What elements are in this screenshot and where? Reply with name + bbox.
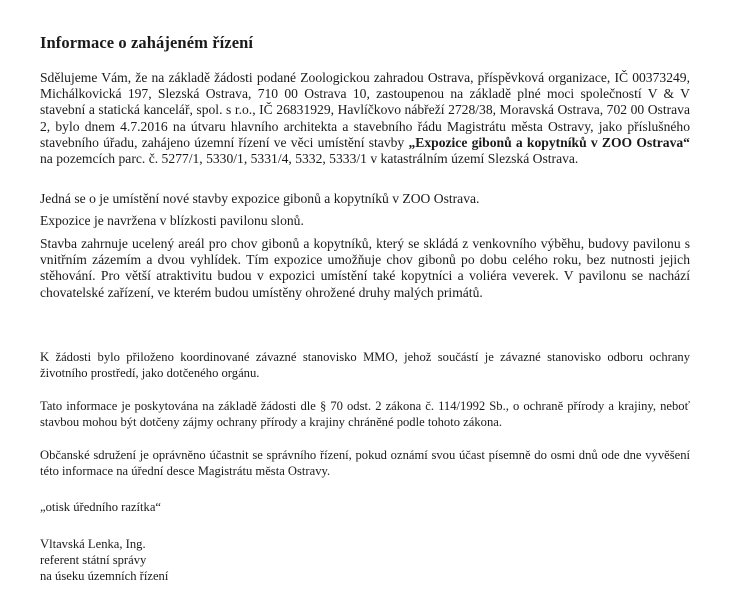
paragraph-application-rest: na pozemcích parc. č. 5277/1, 5330/1, 5331/4, 5332, 5333/1 v katastrálním území Slezská Ostrava. <box>40 151 579 167</box>
paragraph-subject: Jedná se o je umístění nové stavby expozice gibonů a kopytníků v ZOO Ostrava. <box>40 191 480 206</box>
stamp-placeholder: „otisk úředního razítka“ <box>40 500 161 514</box>
paragraph-legal-basis: Tato informace je poskytována na základě žádosti dle § 70 odst. 2 zákona č. 114/1992 Sb., o ochraně přírody a krajiny, neboť stavbou mohou být dotčeny zájmy ochrany přírody a krajiny chráněné podle tohoto zákona. <box>40 399 690 429</box>
signature-department: na úseku územních řízení <box>40 569 169 583</box>
paragraph-description: Stavba zahrnuje ucelený areál pro chov gibonů a kopytníků, který se skládá z venkovního výběhu, budovy pavilonu s vnitřním zázemím a dvou vyhlídek. Tím expozice umožňuje chov gibonů po dobu celého roku, bez nutnosti jejich stěhování. Pro větší atraktivitu budou v expozici umístění také kopytníci a voliéra veverek. V pavilonu se nachází chovatelské zařízení, ve kterém budou umístěny ohrožené druhy malých primátů. <box>40 236 690 300</box>
signature-role: referent státní správy <box>40 553 147 567</box>
document-title: Informace o zahájeném řízení <box>40 33 254 52</box>
signature-name: Vltavská Lenka, Ing. <box>40 537 146 551</box>
paragraph-participation: Občanské sdružení je oprávněno účastnit se správního řízení, pokud oznámí svou účast písemně do osmi dnů ode dne vyvěšení této informace na úřední desce Magistrátu města Ostravy. <box>40 448 690 478</box>
paragraph-application-intro: Sdělujeme Vám, že na základě žádosti podané Zoologickou zahradou Ostrava, příspěvková organizace, IČ 00373249, Michálkovická 197, Slezská Ostrava, 710 00 Ostrava 10, zastoupenou na základě plné moci společností V & V stavební a statická kancelář, spol. s r.o., IČ 26831929, Havlíčkovo nábřeží 2728/38, Moravská Ostrava, 702 00 Ostrava 2, bylo dnem 4.7.2016 na útvaru hlavního architekta a stavebního řádu Magistrátu města Ostravy, jako příslušného stavebního úřadu, zahájeno územní řízení ve věci umístění stavby <box>40 70 690 150</box>
paragraph-binding-opinion: K žádosti bylo přiloženo koordinované závazné stanovisko MMO, jehož součástí je závazné stanovisko odboru ochrany životního prostředí, jako dotčeného orgánu. <box>40 350 690 380</box>
paragraph-application <box>40 70 690 167</box>
project-name: „Expozice gibonů a kopytníků v ZOO Ostrava“ <box>408 134 690 150</box>
paragraph-location: Expozice je navržena v blízkosti pavilonu slonů. <box>40 213 304 228</box>
